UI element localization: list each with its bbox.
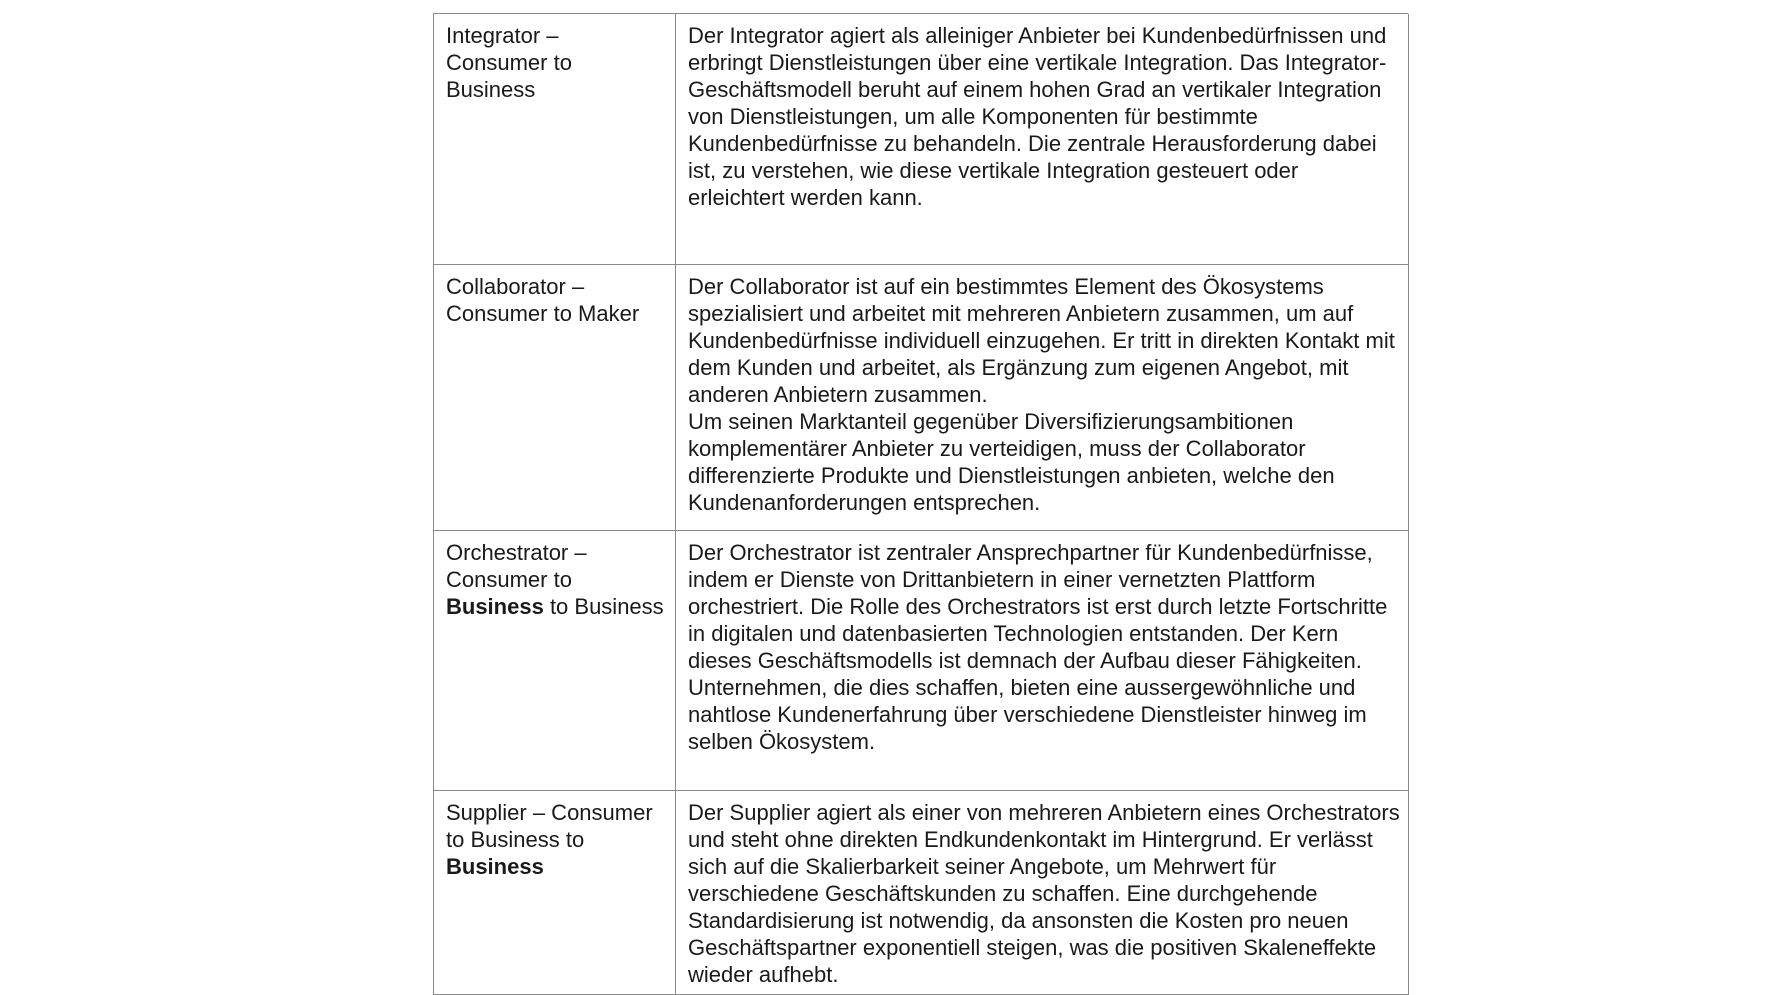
term-line: Consumer to Maker — [446, 301, 640, 326]
term-line: Business — [446, 77, 536, 102]
term-line: to Business to — [446, 827, 585, 852]
definition-cell-collaborator — [676, 265, 1409, 531]
term-cell-orchestrator — [434, 531, 676, 791]
term-line-rest: to Business — [543, 594, 664, 619]
term-bold-word: Business — [446, 854, 544, 879]
definition-paragraph: Der Integrator agiert als alleiniger Anbieter bei Kundenbedürfnissen und erbringt Dienstleistungen über eine vertikale Integration. Das Integrator-Geschäftsmodell beruht auf einem hohen Grad an vertikaler Integration von Dienstleistungen, um alle Komponenten für bestimmte Kundenbedürfnisse zu behandeln. Die zentrale Herausforderung dabei ist, zu verstehen, wie diese vertikale Integration gesteuert oder erleichtert werden kann. — [688, 23, 1387, 210]
term-line: Integrator – — [446, 23, 559, 48]
term-line: Orchestrator – — [446, 540, 587, 565]
definition-cell-integrator — [676, 14, 1409, 265]
term-line: Collaborator – — [446, 274, 585, 299]
definition-paragraph: Der Orchestrator ist zentraler Ansprechpartner für Kundenbedürfnisse, indem er Dienste von Drittanbietern in einer vernetzten Plattform orchestriert. Die Rolle des Orchestrators ist erst durch letzte Fortschritte in digitalen und datenbasierten Technologien entstanden. Der Kern dieses Geschäftsmodells ist demnach der Aufbau dieser Fähigkeiten. Unternehmen, die dies schaffen, bieten eine aussergewöhnliche und nahtlose Kundenerfahrung über verschiedene Dienstleister hinweg im selben Ökosystem. — [688, 540, 1388, 754]
table-row-orchestrator — [434, 531, 1408, 791]
term-line: Consumer to — [446, 50, 572, 75]
definition-cell-supplier — [676, 791, 1409, 995]
table-row-collaborator — [434, 265, 1408, 531]
term-cell-integrator — [434, 14, 676, 265]
table-row-integrator — [434, 14, 1408, 265]
term-line — [446, 593, 667, 620]
term-line: Supplier – Consumer — [446, 800, 653, 825]
term-cell-collaborator — [434, 265, 676, 531]
definition-paragraph: Der Supplier agiert als einer von mehreren Anbietern eines Orchestrators und steht ohne direkten Endkundenkontakt im Hintergrund. Er verlässt sich auf die Skalierbarkeit seiner Angebote, um Mehrwert für verschiedene Geschäftskunden zu schaffen. Eine durchgehende Standardisierung ist notwendig, da ansonsten die Kosten pro neuen Geschäftspartner exponentiell steigen, was die positiven Skaleneffekte wieder aufhebt. — [688, 800, 1400, 987]
term-bold-word: Business — [446, 594, 544, 619]
term-line: Consumer to — [446, 567, 572, 592]
term-cell-supplier — [434, 791, 676, 995]
definition-cell-orchestrator — [676, 531, 1409, 791]
definition-paragraph: Um seinen Marktanteil gegenüber Diversifizierungsambitionen komplementärer Anbieter zu verteidigen, muss der Collaborator differenzierte Produkte und Dienstleistungen anbieten, welche den Kundenanforderungen entsprechen. — [688, 409, 1335, 515]
business-model-roles-table — [433, 13, 1408, 995]
table-row-supplier — [434, 791, 1408, 995]
definition-paragraph: Der Collaborator ist auf ein bestimmtes Element des Ökosystems spezialisiert und arbeitet mit mehreren Anbietern zusammen, um auf Kundenbedürfnisse individuell einzugehen. Er tritt in direkten Kontakt mit dem Kunden und arbeitet, als Ergänzung zum eigenen Angebot, mit anderen Anbietern zusammen. — [688, 274, 1395, 407]
